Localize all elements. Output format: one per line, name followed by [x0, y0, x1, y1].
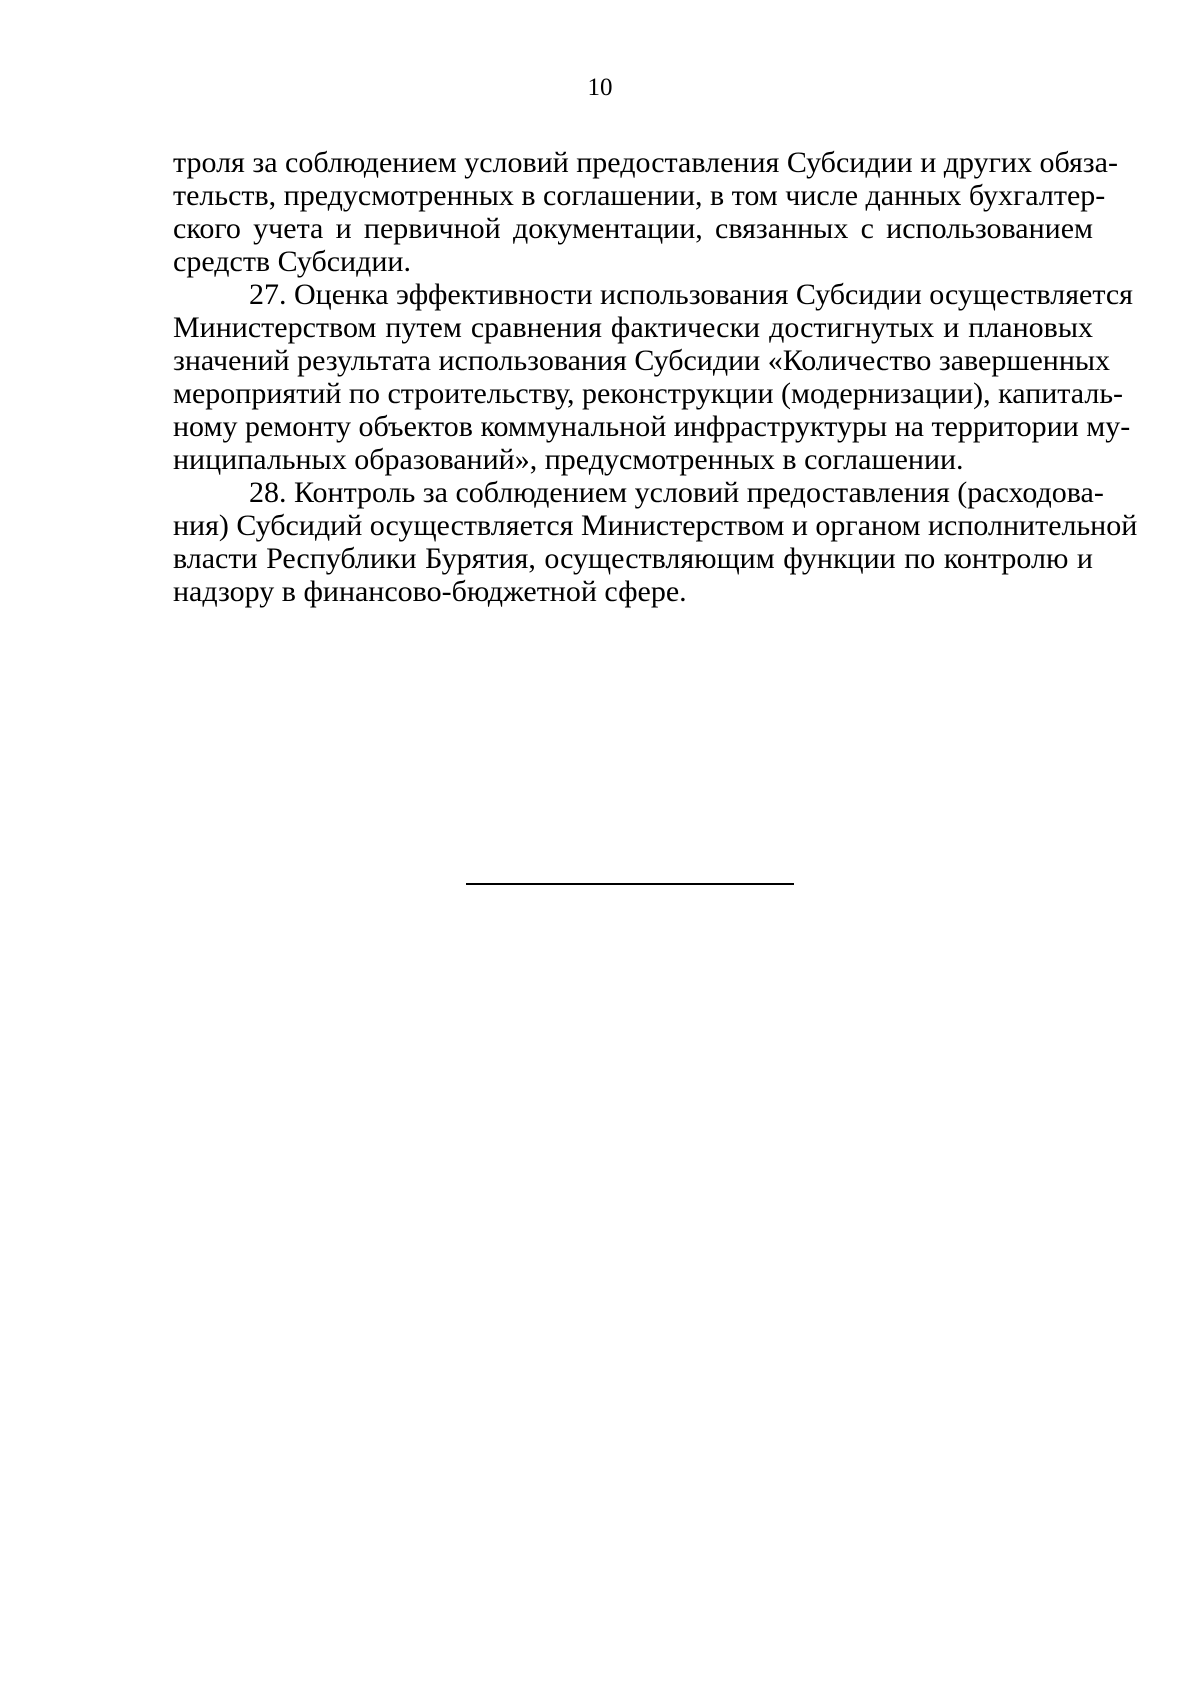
text-line: средств Субсидии. — [173, 245, 411, 278]
text-line: ского учета и первичной документации, связанных с использованием — [173, 212, 1093, 245]
text-line: надзору в финансово-бюджетной сфере. — [173, 575, 687, 608]
document-body — [173, 146, 1138, 608]
text-line: 28. Контроль за соблюдением условий предоставления (расходова- — [249, 476, 1104, 509]
paragraph-continuation — [173, 146, 1118, 278]
text-line: власти Республики Бурятия, осуществляющим функции по контролю и — [173, 542, 1093, 575]
text-line: мероприятий по строительству, реконструкции (модернизации), капиталь- — [173, 377, 1123, 410]
text-line: 27. Оценка эффективности использования Субсидии осуществляется — [249, 278, 1133, 311]
text-line: ному ремонту объектов коммунальной инфраструктуры на территории му- — [173, 410, 1131, 443]
text-line: тельств, предусмотренных в соглашении, в том числе данных бухгалтер- — [173, 179, 1106, 212]
end-separator-line — [466, 883, 794, 885]
page-number: 10 — [587, 74, 613, 101]
text-line: значений результата использования Субсидии «Количество завершенных — [173, 344, 1111, 377]
text-line: ния) Субсидий осуществляется Министерством и органом исполнительной — [173, 509, 1138, 542]
paragraph-28 — [173, 476, 1138, 608]
paragraph-27 — [173, 278, 1133, 476]
text-line: ниципальных образований», предусмотренных в соглашении. — [173, 443, 964, 476]
text-line: Министерством путем сравнения фактически достигнутых и плановых — [173, 311, 1093, 344]
text-line: троля за соблюдением условий предоставления Субсидии и других обяза- — [173, 146, 1118, 179]
